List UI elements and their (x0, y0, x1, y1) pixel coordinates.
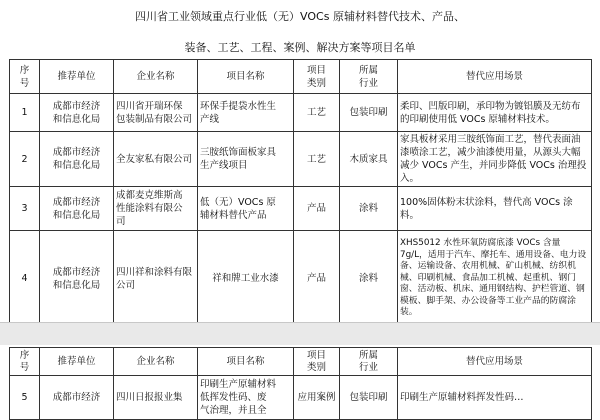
table-row (10, 132, 592, 187)
cell-company: 全友家私有限公司 (114, 132, 198, 187)
cell-project: 低（无）VOCs 原 辅材料替代产品 (198, 187, 294, 231)
header-project: 项目名称 (198, 348, 294, 376)
cell-company: 四川祥和涂料有限公司 (114, 231, 198, 327)
cell-seq: 2 (10, 132, 40, 187)
header-scenario: 替代应用场景 (398, 60, 592, 94)
page-break-gap (0, 323, 600, 345)
cell-project: 环保手提袋水性生 产线 (198, 94, 294, 132)
cell-industry: 包装印刷 (340, 94, 398, 132)
cell-category: 产品 (294, 231, 340, 327)
cell-industry: 木质家具 (340, 132, 398, 187)
table-row (10, 376, 592, 420)
header-seq: 序 号 (10, 348, 40, 376)
header-project: 项目名称 (198, 60, 294, 94)
cell-project: 印刷生产原辅材料 低挥发性码、废 气治理，并且全 (198, 376, 294, 420)
header-industry: 所属 行业 (340, 60, 398, 94)
cell-scenario: 家具板材采用三胺纸饰面工艺，替代表面油漆喷涂工艺，减少油漆使用量，从源头大幅减少 VOCs 产生，并同步降低 VOCs 治理投入。 (398, 132, 592, 187)
table-row (10, 94, 592, 132)
cell-seq: 4 (10, 231, 40, 327)
cell-recommender: 成都市经济 (40, 376, 114, 420)
project-list-table-continued (9, 347, 592, 420)
table-header-row (10, 348, 592, 376)
cell-category: 产品 (294, 187, 340, 231)
cell-scenario: 印刷生产原辅材料挥发性码… (398, 376, 592, 420)
header-scenario: 替代应用场景 (398, 348, 592, 376)
cell-recommender: 成都市经济 和信息化局 (40, 187, 114, 231)
cell-category: 工艺 (294, 94, 340, 132)
cell-company: 成都麦克维斯高 性能涂料有限公 司 (114, 187, 198, 231)
cell-category: 工艺 (294, 132, 340, 187)
document-title-line2: 装备、工艺、工程、案例、解决方案等项目名单 (184, 41, 416, 54)
cell-scenario: 柔印、凹版印刷，承印物为镀铝膜及无纺布的印刷使用低 VOCs 原辅材料技术。 (398, 94, 592, 132)
cell-recommender: 成都市经济 和信息化局 (40, 231, 114, 327)
header-recommender: 推荐单位 (40, 348, 114, 376)
cell-recommender: 成都市经济 和信息化局 (40, 94, 114, 132)
header-company: 企业名称 (114, 60, 198, 94)
cell-seq: 1 (10, 94, 40, 132)
header-industry: 所属 行业 (340, 348, 398, 376)
cell-project: 三胺纸饰面板家具 生产线项目 (198, 132, 294, 187)
table-row (10, 231, 592, 327)
cell-scenario: 100%固体粉末状涂料，替代高 VOCs 涂料。 (398, 187, 592, 231)
project-list-table (9, 59, 592, 327)
header-category: 项目 类别 (294, 348, 340, 376)
cell-seq: 3 (10, 187, 40, 231)
header-seq: 序 号 (10, 60, 40, 94)
header-category: 项目 类别 (294, 60, 340, 94)
cell-category: 应用案例 (294, 376, 340, 420)
header-recommender: 推荐单位 (40, 60, 114, 94)
cell-recommender: 成都市经济 和信息化局 (40, 132, 114, 187)
cell-industry: 涂料 (340, 187, 398, 231)
cell-scenario: XHS5012 水性环氧防腐底漆 VOCs 含量 7g/L，适用于汽车、摩托车、通用设备、电力设备、运输设备、农用机械、矿山机械、纺织机械、印刷机械、食品加工机械、起重机、钢门窗、活动板、机床、通用钢结构、护栏管道、钢模板、脚手架、办公设备等工业产品的防腐涂装。 (398, 231, 592, 327)
cell-industry: 涂料 (340, 231, 398, 327)
document-title-line1: 四川省工业领域重点行业低（无）VOCs 原辅材料替代技术、产品、 (135, 10, 465, 23)
cell-seq: 5 (10, 376, 40, 420)
header-company: 企业名称 (114, 348, 198, 376)
table-row (10, 187, 592, 231)
cell-company: 四川日报报业集 (114, 376, 198, 420)
cell-project: 祥和牌工业水漆 (198, 231, 294, 327)
cell-industry: 包装印刷 (340, 376, 398, 420)
table-header-row (10, 60, 592, 94)
cell-company: 四川省开瑞环保 包装制品有限公司 (114, 94, 198, 132)
